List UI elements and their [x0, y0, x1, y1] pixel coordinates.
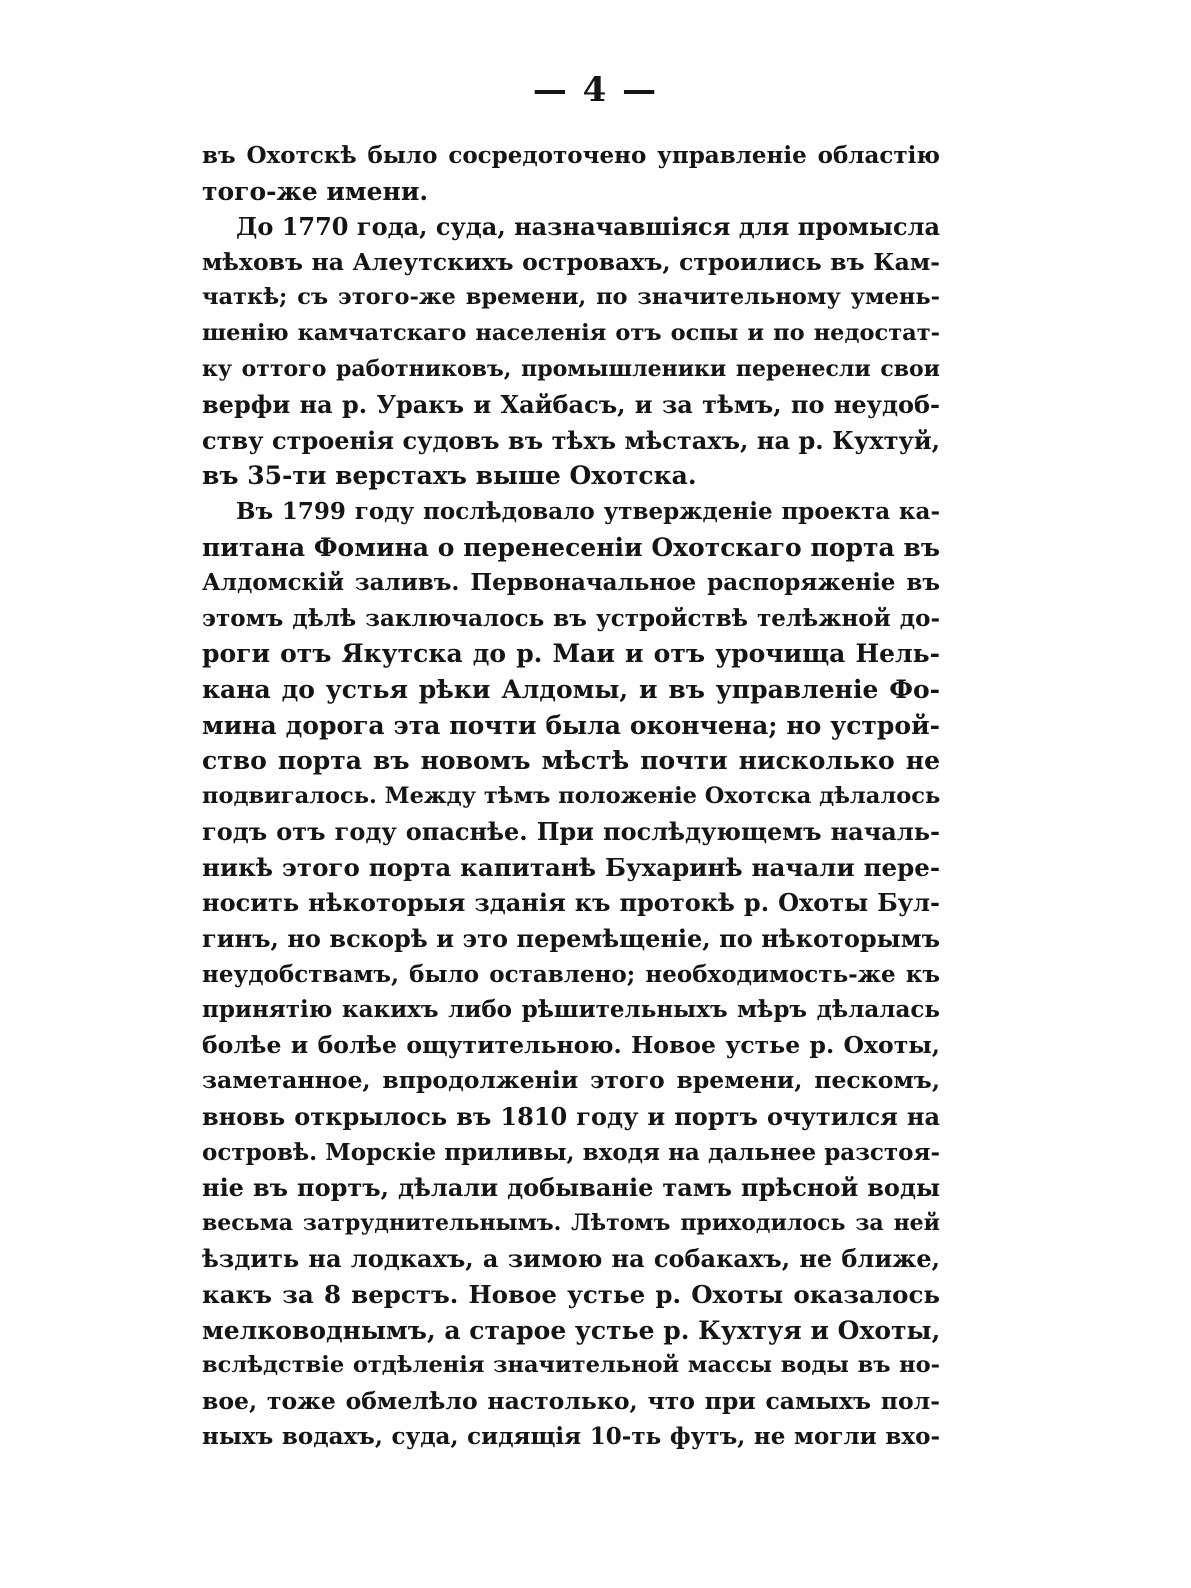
text-line: кана до устья рѣки Алдомы, и въ управленіе Фо- — [202, 674, 940, 704]
text-line: роги отъ Якутска до р. Маи и отъ урочища Нель- — [202, 639, 940, 669]
text-line: вновь открылось въ 1810 году и портъ очутился на — [202, 1102, 940, 1132]
text-line: ство порта въ новомъ мѣстѣ почти нисколько не — [202, 746, 940, 776]
text-line: ку оттого работниковъ, промышленики перенесли свои — [202, 355, 940, 382]
text-line: мелководнымъ, а старое устье р. Кухтуя и Охоты, — [202, 1315, 940, 1345]
text-line: принятію какихъ либо рѣшительныхъ мѣръ дѣлалась — [202, 996, 940, 1024]
text-line: островѣ. Морскіе приливы, входя на дальнее разстоя- — [202, 1138, 940, 1166]
text-line: питана Фомина о перенесеніи Охотскаго порта въ — [202, 532, 940, 562]
text-line: Въ 1799 году послѣдовало утвержденіе проекта ка- — [236, 497, 940, 525]
text-line: годъ отъ году опаснѣе. При послѣдующемъ началь- — [202, 817, 940, 847]
text-line: заметанное, впродолженіи этого времени, пескомъ, — [202, 1066, 940, 1095]
text-line: этомъ дѣлѣ заключалось въ устройствѣ телѣжной до- — [202, 604, 940, 632]
text-line: носить нѣкоторыя зданія къ протокѣ р. Охоты Бул- — [202, 888, 940, 918]
text-line: какъ за 8 верстъ. Новое устье р. Охоты оказалось — [202, 1280, 940, 1309]
text-line: До 1770 года, суда, назначавшіяся для промысла — [236, 212, 940, 242]
text-line: вслѣдствіе отдѣленія значительной массы воды въ но- — [202, 1352, 940, 1379]
text-line: въ Охотскѣ было сосредоточено управленіе областію — [202, 142, 940, 169]
text-line: мѣховъ на Алеутскихъ островахъ, строились въ Кам- — [202, 247, 940, 276]
text-line: шенію камчатскаго населенія отъ оспы и по недостат- — [202, 319, 940, 346]
text-line: въ 35-ти верстахъ выше Охотска. — [202, 461, 697, 491]
text-line: Алдомскій заливъ. Первоначальное распоряженіе въ — [202, 569, 940, 597]
body-text — [202, 138, 940, 1455]
text-line: чаткѣ; съ этого-же времени, по значительному умень- — [202, 284, 940, 311]
page-number: — 4 — — [532, 70, 659, 110]
text-line: верфи на р. Уракъ и Хайбасъ, и за тѣмъ, по неудоб- — [202, 390, 940, 420]
text-line: гинъ, но вскорѣ и это перемѣщеніе, по нѣкоторымъ — [202, 924, 940, 954]
text-line: весьма затруднительнымъ. Лѣтомъ приходилось за ней — [202, 1209, 940, 1236]
text-line: болѣе и болѣе ощутительною. Новое устье р. Охоты, — [202, 1030, 940, 1059]
text-line: ніе въ портъ, дѣлали добываніе тамъ прѣсной воды — [202, 1173, 940, 1203]
text-line: того-же имени. — [202, 176, 429, 206]
text-line: ству строенія судовъ въ тѣхъ мѣстахъ, на р. Кухтуй, — [202, 425, 940, 455]
text-line: подвигалось. Между тѣмъ положеніе Охотска дѣлалось — [202, 782, 940, 809]
text-line: ѣздить на лодкахъ, а зимою на собакахъ, не ближе, — [202, 1244, 940, 1274]
text-line: неудобствамъ, было оставлено; необходимость-же къ — [202, 960, 940, 988]
text-line: никѣ этого порта капитанѣ Бухаринѣ начали пере- — [202, 852, 940, 882]
text-line: ныхъ водахъ, суда, сидящія 10-ть футъ, не могли вхо- — [202, 1423, 940, 1451]
text-line: вое, тоже обмелѣло настолько, что при самыхъ пол- — [202, 1386, 940, 1415]
text-line: мина дорога эта почти была окончена; но устрой- — [202, 710, 940, 740]
